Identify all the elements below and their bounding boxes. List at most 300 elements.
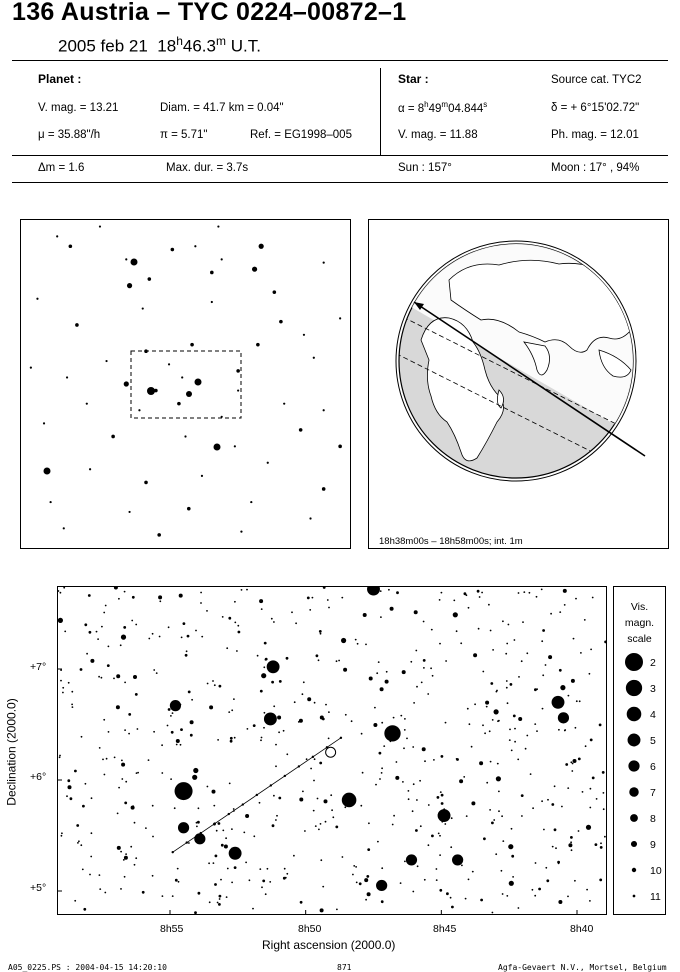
field-star	[123, 626, 126, 629]
legend-title-line: Vis.	[630, 601, 649, 613]
field-star	[116, 674, 120, 678]
field-star	[357, 643, 359, 645]
field-star	[62, 687, 64, 689]
field-star	[125, 781, 127, 783]
field-star	[451, 906, 454, 909]
field-star	[314, 702, 316, 704]
field-star	[193, 768, 198, 773]
field-star	[506, 643, 508, 645]
field-star	[383, 745, 385, 747]
field-star	[510, 683, 513, 686]
bright-star	[384, 725, 400, 741]
field-star	[234, 601, 236, 603]
field-star	[196, 826, 198, 828]
field-star	[369, 677, 373, 681]
field-star	[501, 870, 503, 872]
field-star	[234, 622, 236, 624]
field-star	[412, 891, 414, 893]
star-source-catalog: Source cat. TYC2	[551, 74, 642, 86]
star-vmag: V. mag. = 11.88	[398, 129, 478, 141]
field-star	[257, 655, 259, 657]
finder-star	[154, 389, 158, 393]
field-star	[332, 816, 334, 818]
field-star	[393, 815, 395, 817]
field-star	[259, 868, 261, 870]
field-star	[264, 712, 266, 714]
field-star	[86, 653, 88, 655]
finder-star	[144, 349, 148, 353]
legend-symbol	[630, 814, 638, 822]
legend-label: 2	[650, 657, 656, 669]
field-star	[98, 676, 100, 678]
field-star	[535, 862, 537, 864]
field-star	[134, 822, 136, 824]
field-star	[377, 841, 379, 843]
field-star	[546, 879, 549, 882]
field-star	[600, 846, 603, 849]
legend-label: 5	[650, 735, 656, 747]
field-star	[225, 837, 227, 839]
field-star	[68, 682, 70, 684]
field-star	[379, 752, 382, 755]
field-star	[541, 800, 543, 802]
field-star	[428, 804, 430, 806]
field-star	[231, 882, 233, 884]
field-star	[108, 646, 110, 648]
x-tick-label: 8h50	[298, 923, 322, 935]
field-star	[84, 623, 87, 626]
field-star	[219, 895, 222, 898]
bright-star	[264, 713, 277, 726]
finder-star	[299, 428, 303, 432]
finder-star	[187, 507, 191, 511]
field-star	[589, 807, 591, 809]
field-star	[375, 784, 377, 786]
planet-header: Planet :	[38, 72, 82, 86]
field-star	[259, 599, 263, 603]
field-star	[283, 730, 285, 732]
field-star	[416, 799, 418, 801]
field-star	[492, 912, 494, 914]
field-star	[506, 680, 508, 682]
field-star	[477, 590, 480, 593]
field-star	[536, 688, 538, 690]
legend-label: 3	[650, 683, 656, 695]
field-star	[378, 661, 380, 663]
field-star	[185, 654, 188, 657]
finder-star	[259, 244, 264, 249]
field-star	[131, 620, 133, 622]
field-star	[231, 709, 233, 711]
field-star	[344, 806, 346, 808]
field-star	[61, 835, 63, 837]
field-star	[506, 687, 508, 689]
path-hour-mark	[214, 822, 216, 824]
field-star	[573, 759, 577, 763]
star-chart-panel	[57, 586, 607, 915]
field-star	[571, 849, 573, 851]
field-star	[474, 703, 476, 705]
field-star	[521, 794, 524, 797]
field-star	[265, 659, 267, 661]
path-hour-mark	[200, 832, 202, 834]
field-star	[299, 719, 303, 723]
field-star	[245, 862, 247, 864]
field-star	[117, 813, 119, 815]
globe-map	[369, 220, 668, 548]
field-star	[554, 828, 557, 831]
field-star	[230, 737, 233, 740]
field-star	[319, 630, 322, 633]
field-star	[558, 900, 562, 904]
field-star	[218, 903, 221, 906]
x-tick-label: 8h55	[160, 923, 184, 935]
field-star	[186, 650, 188, 652]
finder-star	[234, 445, 236, 447]
globe-time-range: 18h38m00s – 18h58m00s; int. 1m	[379, 536, 523, 547]
field-star	[238, 631, 241, 634]
bright-star	[558, 712, 569, 723]
field-star	[511, 828, 513, 830]
field-star	[245, 814, 249, 818]
field-star	[526, 735, 528, 737]
finder-star	[125, 258, 127, 260]
field-star	[532, 807, 534, 809]
field-star	[271, 618, 273, 620]
field-star	[200, 602, 202, 604]
field-star	[360, 805, 362, 807]
field-star	[216, 830, 218, 832]
legend-symbol	[632, 868, 636, 872]
field-star	[431, 629, 433, 631]
field-star	[234, 866, 237, 869]
field-star	[428, 844, 430, 846]
field-star	[490, 682, 493, 685]
field-star	[502, 893, 504, 895]
field-star	[81, 736, 83, 738]
field-star	[103, 719, 105, 721]
field-star	[604, 836, 606, 838]
field-star	[101, 677, 103, 679]
target-star-marker	[326, 747, 336, 757]
field-star	[209, 901, 211, 903]
field-star	[423, 621, 425, 623]
field-star	[341, 638, 346, 643]
field-star	[451, 817, 453, 819]
field-star	[352, 874, 354, 876]
finder-star	[236, 369, 240, 373]
legend-symbol	[627, 707, 642, 722]
field-star	[461, 865, 463, 867]
field-star	[599, 724, 602, 727]
field-star	[132, 596, 135, 599]
field-star	[576, 700, 578, 702]
field-star	[376, 672, 378, 674]
field-star	[513, 715, 516, 718]
finder-star	[323, 262, 325, 264]
field-star	[161, 772, 163, 774]
field-star	[450, 846, 452, 848]
field-star	[353, 865, 355, 867]
finder-star	[201, 475, 203, 477]
field-star	[197, 821, 200, 824]
field-star	[89, 631, 92, 634]
field-star	[586, 825, 591, 830]
field-star	[336, 909, 338, 911]
field-star	[58, 618, 63, 623]
bright-star	[406, 854, 417, 865]
field-star	[312, 597, 314, 599]
finder-star	[256, 343, 260, 347]
finder-star-bright	[147, 387, 155, 395]
field-star	[496, 690, 498, 692]
field-star	[404, 861, 406, 863]
field-star	[518, 592, 520, 594]
field-star	[59, 756, 61, 758]
finder-star	[309, 517, 311, 519]
field-star	[145, 827, 147, 829]
field-star	[71, 691, 73, 693]
finder-star	[69, 244, 73, 248]
finder-star	[283, 403, 285, 405]
field-star	[253, 724, 256, 727]
field-star	[560, 685, 565, 690]
field-star	[328, 711, 330, 713]
field-star	[440, 791, 442, 793]
field-star	[314, 758, 316, 760]
field-star	[170, 778, 172, 780]
field-star	[400, 715, 402, 717]
field-star	[123, 859, 125, 861]
field-star	[179, 594, 183, 598]
field-star	[592, 777, 595, 780]
field-star	[107, 664, 110, 667]
field-star	[252, 908, 254, 910]
field-star	[381, 722, 383, 724]
legend-label: 10	[650, 865, 662, 877]
field-star	[114, 757, 116, 759]
finder-star	[127, 283, 132, 288]
field-star	[584, 619, 586, 621]
field-star	[493, 819, 495, 821]
field-star	[76, 824, 79, 827]
field-star	[351, 720, 353, 722]
field-star	[133, 675, 137, 679]
field-star	[469, 723, 471, 725]
field-star	[261, 608, 263, 610]
field-star	[80, 844, 82, 846]
field-star	[259, 802, 261, 804]
field-star	[485, 701, 489, 705]
finder-star-bright	[44, 468, 51, 475]
ra-minutes: 49	[428, 102, 442, 115]
finder-star	[105, 360, 107, 362]
field-star	[459, 779, 463, 783]
field-star	[404, 718, 406, 720]
field-star	[243, 832, 245, 834]
field-star	[156, 672, 158, 674]
legend-symbol	[625, 653, 643, 671]
field-star	[444, 823, 446, 825]
planet-parallax: π = 5.71"	[160, 129, 208, 141]
field-star	[380, 616, 382, 618]
field-star	[97, 638, 99, 640]
field-star	[559, 611, 561, 613]
path-hour-mark	[256, 794, 258, 796]
finder-star	[211, 301, 213, 303]
field-star	[213, 862, 215, 864]
field-star	[295, 622, 297, 624]
field-star	[574, 880, 576, 882]
field-star	[261, 886, 263, 888]
field-star	[121, 763, 125, 767]
field-star	[543, 829, 545, 831]
field-star	[437, 796, 440, 799]
field-star	[441, 592, 443, 594]
field-star	[120, 644, 122, 646]
field-star	[99, 874, 101, 876]
field-star	[68, 785, 72, 789]
field-star	[175, 879, 178, 882]
field-star	[222, 830, 224, 832]
field-star	[467, 708, 469, 710]
detail-field-box	[131, 351, 241, 418]
legend-title-line: scale	[627, 633, 652, 645]
field-star	[463, 776, 465, 778]
moon-info: Moon : 17° , 94%	[551, 162, 640, 174]
field-star	[571, 770, 573, 772]
field-star	[482, 671, 484, 673]
field-star	[506, 895, 508, 897]
finder-star	[210, 271, 214, 275]
field-star	[177, 868, 179, 870]
path-hour-mark	[242, 803, 244, 805]
field-star	[567, 787, 569, 789]
field-star	[277, 716, 281, 720]
finder-star	[279, 320, 283, 324]
field-star	[224, 845, 228, 849]
field-star	[152, 875, 154, 877]
field-star	[602, 771, 605, 774]
bright-star	[229, 847, 242, 860]
path-hour-mark	[228, 813, 230, 815]
field-star	[385, 680, 389, 684]
field-star	[294, 701, 296, 703]
field-star	[91, 832, 93, 834]
field-star	[152, 633, 154, 635]
field-star	[420, 825, 422, 827]
field-star	[70, 797, 73, 800]
field-star	[241, 589, 243, 591]
field-star	[424, 879, 426, 881]
field-star	[395, 776, 399, 780]
field-star	[183, 622, 186, 625]
legend-label: 7	[650, 787, 656, 799]
field-star	[161, 744, 163, 746]
field-star	[63, 587, 65, 589]
field-star	[181, 637, 183, 639]
field-star	[253, 835, 255, 837]
field-star	[74, 900, 76, 902]
field-star	[74, 770, 77, 773]
field-star	[286, 753, 288, 755]
field-star	[263, 666, 265, 668]
field-star	[286, 657, 289, 660]
field-star	[60, 592, 62, 594]
finder-star	[273, 290, 277, 294]
field-star	[121, 635, 126, 640]
field-star	[113, 678, 115, 680]
field-star	[137, 772, 139, 774]
finder-star	[56, 235, 58, 237]
field-star	[307, 697, 311, 701]
star-chart	[58, 587, 606, 914]
field-star	[572, 763, 574, 765]
field-star	[596, 798, 598, 800]
field-star	[603, 808, 605, 810]
star-photo-mag: Ph. mag. = 12.01	[551, 129, 639, 141]
field-star	[363, 613, 367, 617]
field-star	[402, 781, 404, 783]
field-star	[536, 596, 538, 598]
y-axis-label: Declination (2000.0)	[4, 698, 19, 806]
event-hour: 18	[157, 36, 177, 56]
field-star	[273, 621, 275, 623]
field-star	[269, 881, 271, 883]
ra-prefix: α = 8	[398, 102, 425, 115]
field-star	[319, 762, 322, 765]
page-title: 136 Austria – TYC 0224–00872–1	[12, 0, 407, 26]
field-star	[501, 815, 503, 817]
field-star	[284, 868, 286, 870]
event-minutes: 46.3	[182, 36, 216, 56]
field-star	[517, 759, 519, 761]
field-star	[118, 787, 120, 789]
field-star	[320, 716, 324, 720]
field-star	[423, 659, 426, 662]
field-star	[521, 660, 523, 662]
field-star	[328, 738, 330, 740]
field-star	[575, 598, 577, 600]
field-star	[563, 589, 567, 593]
field-star	[390, 607, 394, 611]
field-star	[439, 889, 442, 892]
legend-symbol	[628, 760, 639, 771]
field-star	[479, 596, 481, 598]
field-star	[101, 626, 103, 628]
field-star	[198, 892, 201, 895]
field-star	[345, 714, 347, 716]
field-star	[316, 654, 319, 657]
field-star	[511, 855, 514, 858]
finder-star	[168, 363, 170, 365]
table-divider	[380, 68, 381, 156]
field-star	[441, 802, 444, 805]
field-star	[365, 644, 367, 646]
ra-s-unit: s	[483, 100, 488, 109]
field-star	[490, 630, 492, 632]
field-star	[466, 815, 468, 817]
field-star	[299, 798, 303, 802]
finder-star	[338, 445, 342, 449]
field-star	[102, 759, 104, 761]
field-star	[80, 668, 83, 671]
field-star	[386, 671, 388, 673]
field-star	[542, 629, 545, 632]
field-star	[439, 643, 441, 645]
field-star	[484, 732, 486, 734]
field-star	[153, 669, 155, 671]
